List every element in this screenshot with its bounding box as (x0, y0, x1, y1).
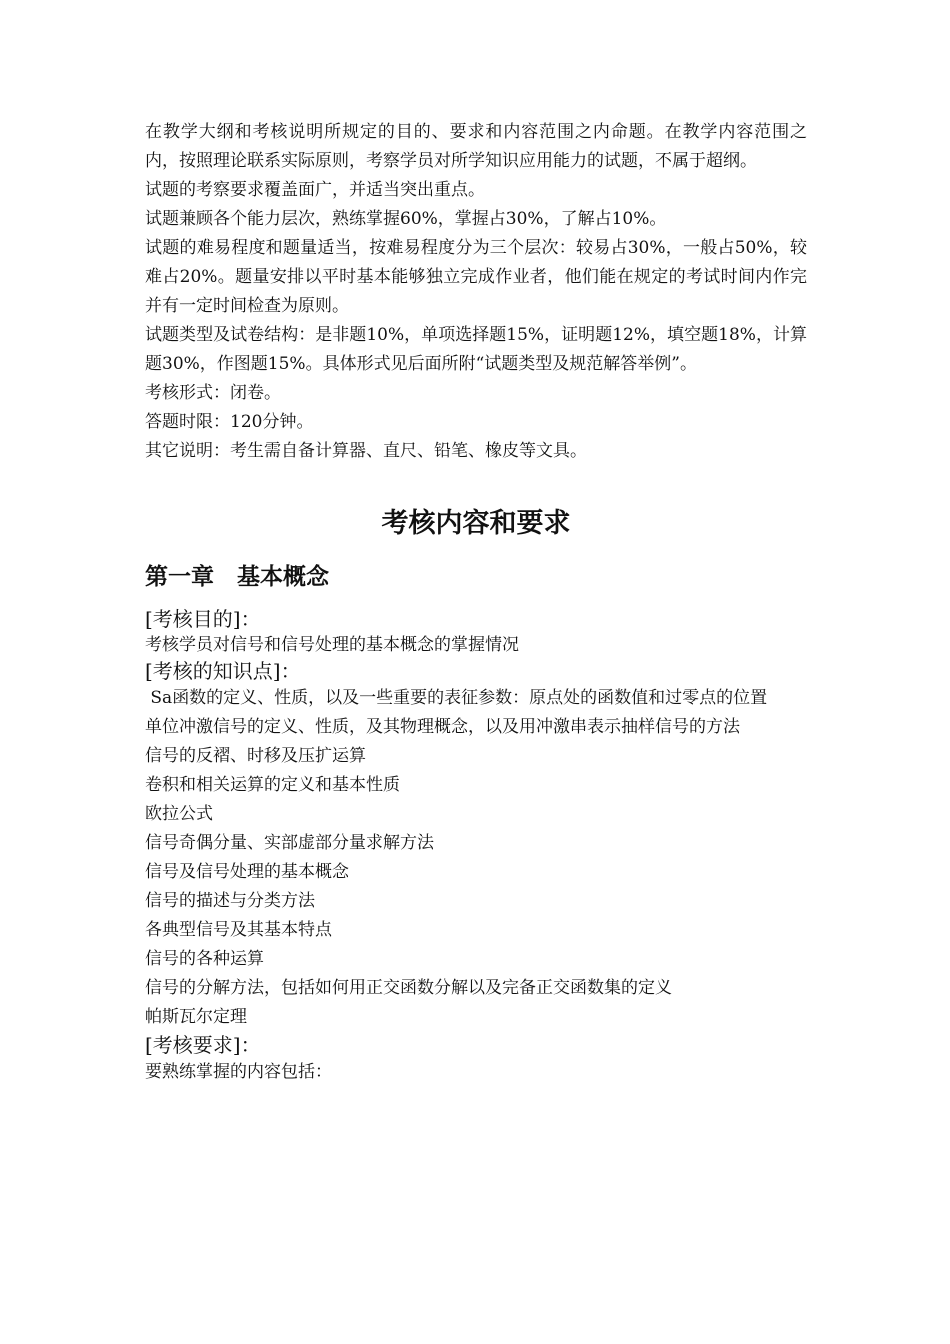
knowledge-point: 各典型信号及其基本特点 (145, 920, 332, 940)
requirements-label: [考核要求]： (145, 1033, 261, 1057)
knowledge-point: 信号及信号处理的基本概念 (145, 862, 349, 882)
knowledge-point: 信号的描述与分类方法 (145, 891, 315, 911)
section-title: 考核内容和要求 (381, 508, 571, 539)
intro-paragraph-8: 其它说明：考生需自备计算器、直尺、铅笔、橡皮等文具。 (145, 441, 587, 461)
knowledge-point: Sa函数的定义、性质，以及一些重要的表征参数：原点处的函数值和过零点的位置 (145, 688, 768, 708)
intro-paragraph-1: 在教学大纲和考核说明所规定的目的、要求和内容范围之内命题。在教学内容范围之内，按照理论联系实际原则，考察学员对所学知识应用能力的试题，不属于超纲。 (145, 122, 807, 171)
intro-paragraph-3: 试题兼顾各个能力层次，熟练掌握60%，掌握占30%，了解占10%。 (145, 209, 667, 229)
intro-paragraph-2: 试题的考察要求覆盖面广，并适当突出重点。 (145, 180, 485, 200)
knowledge-label: [考核的知识点]： (145, 659, 301, 683)
intro-paragraph-7: 答题时限：120分钟。 (145, 412, 314, 432)
knowledge-point: 信号奇偶分量、实部虚部分量求解方法 (145, 833, 434, 853)
document-page (145, 118, 807, 1087)
knowledge-point: 欧拉公式 (145, 804, 213, 824)
knowledge-point: 信号的分解方法，包括如何用正交函数分解以及完备正交函数集的定义 (145, 978, 672, 998)
intro-paragraph-5: 试题类型及试卷结构：是非题10%，单项选择题15%，证明题12%，填空题18%，计算题30%，作图题15%。具体形式见后面所附“试题类型及规范解答举例”。 (145, 325, 807, 374)
purpose-label: [考核目的]： (145, 607, 261, 631)
knowledge-point: 单位冲激信号的定义、性质，及其物理概念，以及用冲激串表示抽样信号的方法 (145, 717, 740, 737)
intro-paragraph-6: 考核形式：闭卷。 (145, 383, 281, 403)
requirements-text: 要熟练掌握的内容包括： (145, 1062, 332, 1082)
chapter-title: 第一章 基本概念 (145, 564, 329, 590)
knowledge-point: 信号的各种运算 (145, 949, 264, 969)
knowledge-point: 帕斯瓦尔定理 (145, 1007, 247, 1027)
knowledge-point: 信号的反褶、时移及压扩运算 (145, 746, 366, 766)
intro-paragraph-4: 试题的难易程度和题量适当，按难易程度分为三个层次：较易占30%，一般占50%，较难占20%。题量安排以平时基本能够独立完成作业者，他们能在规定的考试时间内作完并有一定时间检查为原则。 (145, 238, 807, 316)
knowledge-point: 卷积和相关运算的定义和基本性质 (145, 775, 400, 795)
purpose-text: 考核学员对信号和信号处理的基本概念的掌握情况 (145, 635, 519, 655)
